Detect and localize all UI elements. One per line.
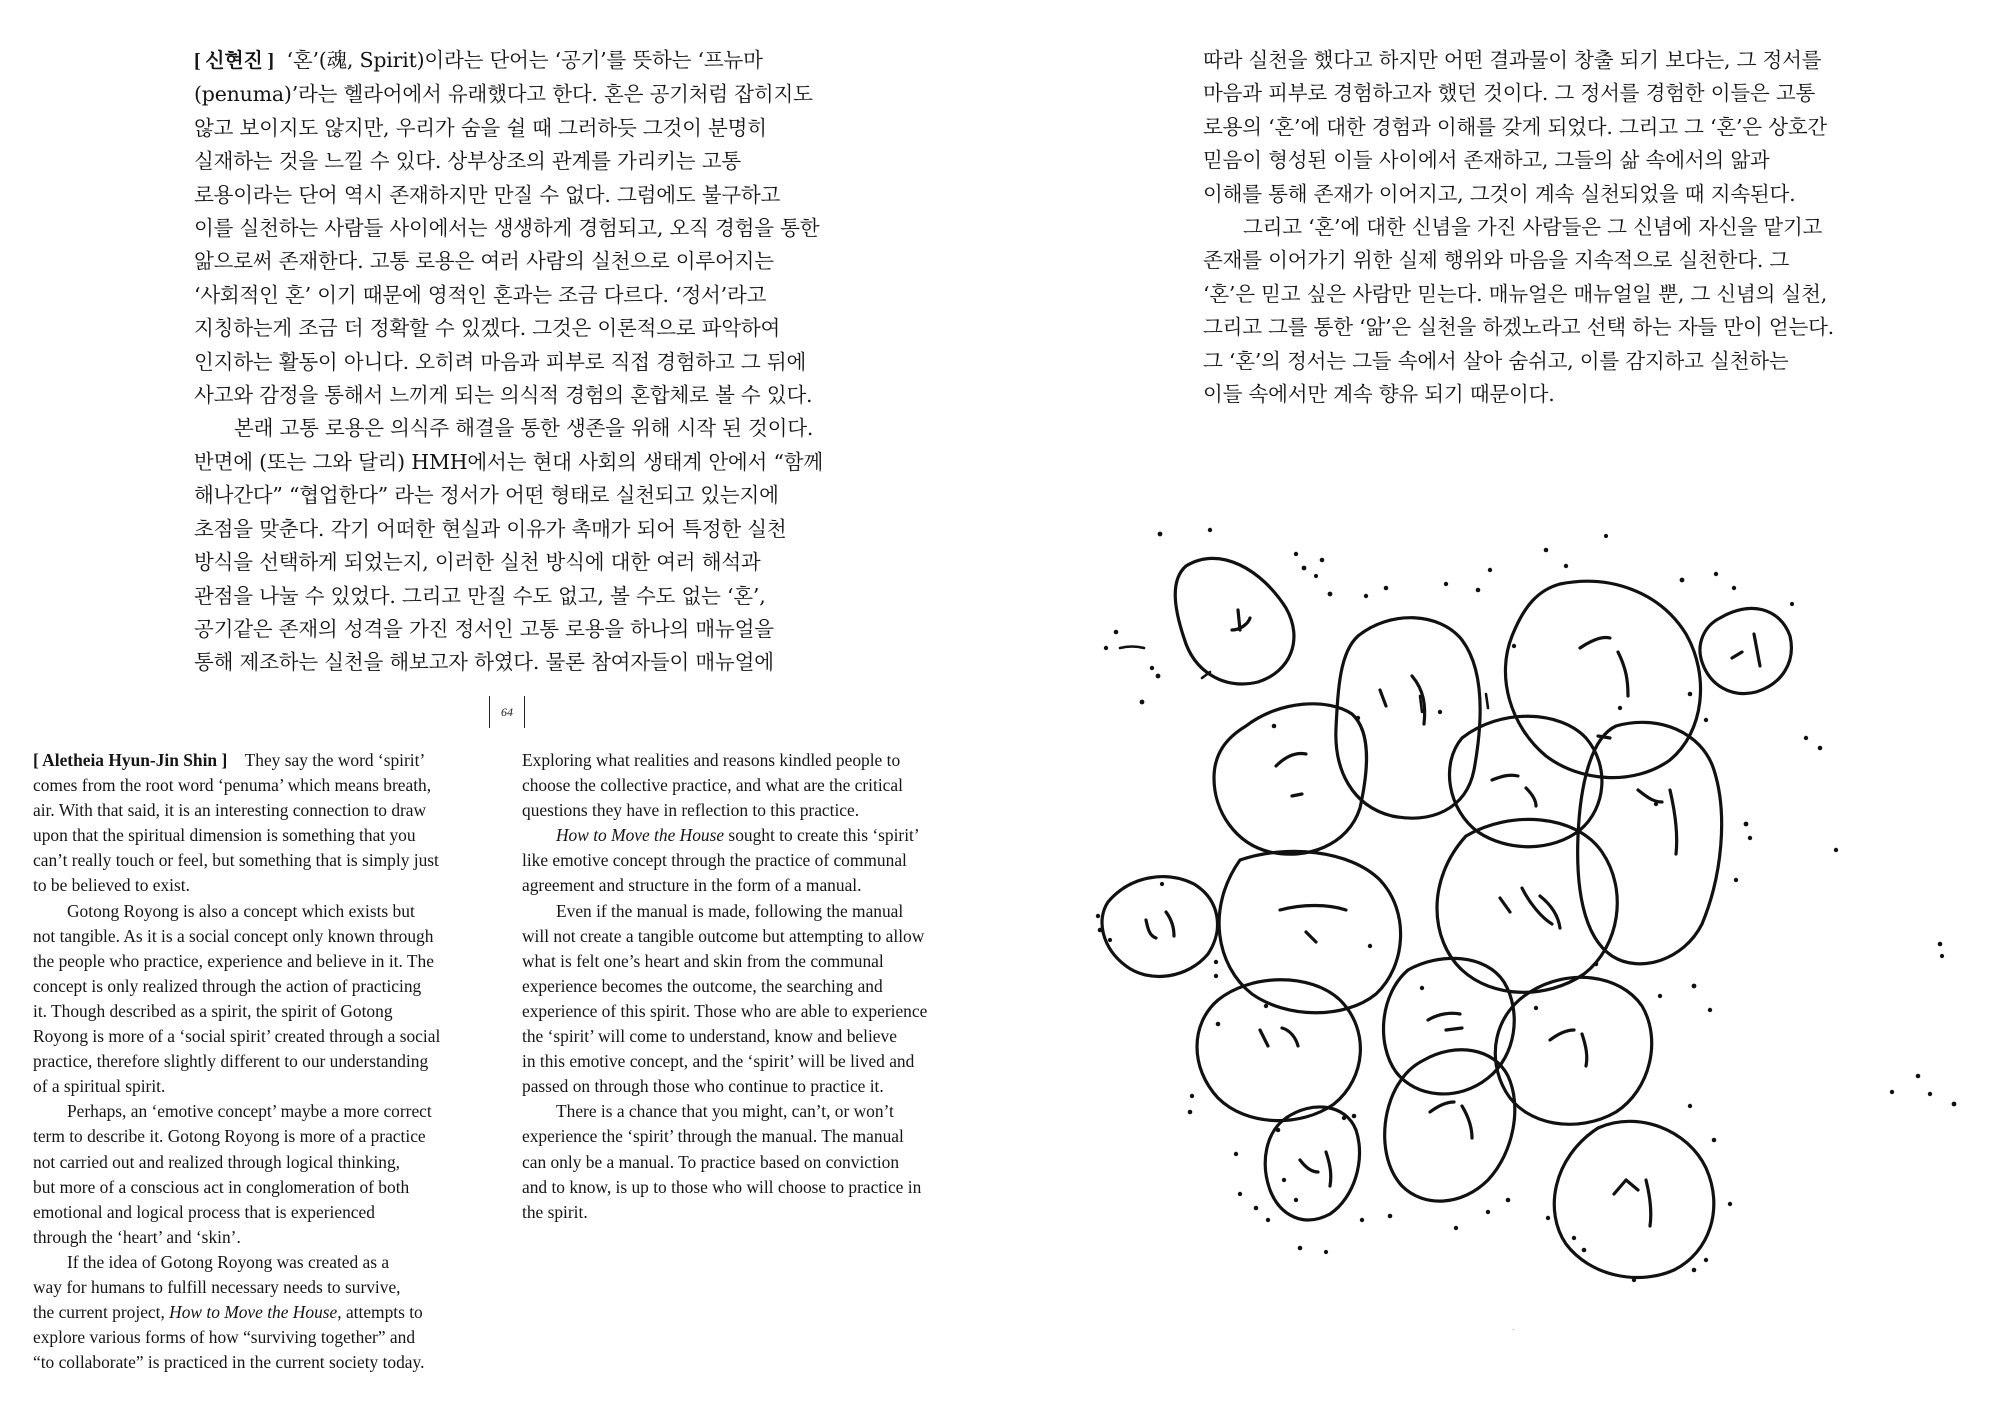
- face-bottom-right: [1554, 1121, 1714, 1277]
- face-lower-center-left: [1197, 980, 1360, 1121]
- text-line: 그리고 ‘혼’에 대한 신념을 가진 사람들은 그 신념에 자신을 맡기고: [1243, 215, 1823, 240]
- text-line: choose the collective practice, and what are the critical: [522, 775, 903, 796]
- text-line: explore various forms of how “surviving together” and: [33, 1327, 416, 1348]
- text-line: Perhaps, an ‘emotive concept’ maybe a more correct: [67, 1101, 432, 1122]
- text-line: 앎으로써 존재한다. 고통 로용은 여러 사람의 실천으로 이루어지는: [194, 249, 774, 274]
- face-bottom-left-small: [1265, 1107, 1359, 1220]
- text-line: 않고 보이지도 않지만, 우리가 숨을 쉴 때 그러하듯 그것이 분명히: [194, 115, 767, 140]
- text-line: 이들 속에서만 계속 향유 되기 때문이다.: [1203, 382, 1555, 407]
- text-line: Even if the manual is made, following the manual: [556, 900, 904, 921]
- face-top-left-small: [1175, 558, 1294, 684]
- project-title: How to Move the House: [556, 825, 725, 846]
- text-line: [ Aletheia Hyun-Jin Shin ] They say the word ‘spirit’: [33, 750, 426, 770]
- text-line: 그 ‘혼’의 정서는 그들 속에서 살아 숨쉬고, 이를 감지하고 실천하는: [1203, 348, 1789, 373]
- text-line: comes from the root word ‘penuma’ which means breath,: [33, 775, 432, 796]
- faces-illustration: [1090, 500, 1990, 1360]
- scattered-dots: [1096, 528, 1957, 1282]
- text-line: way for humans to fulfill necessary needs to survive,: [33, 1276, 401, 1297]
- text-line: How to Move the House sought to create this ‘spirit’: [556, 825, 920, 846]
- text-line: 로용이라는 단어 역시 존재하지만 만질 수 없다. 그럼에도 불구하고: [194, 182, 781, 207]
- text-line: Exploring what realities and reasons kindled people to: [522, 750, 901, 770]
- text-line: the spirit.: [522, 1201, 588, 1222]
- text-line: experience becomes the outcome, the searching and: [522, 975, 883, 996]
- author-name-english: [ Aletheia Hyun-Jin Shin ]: [33, 750, 228, 770]
- text-line: ‘혼’은 믿고 싶은 사람만 믿는다. 매뉴얼은 매뉴얼일 뿐, 그 신념의 실천,: [1203, 281, 1828, 306]
- text-line: 해나간다” “협업한다” 라는 정서가 어떤 형태로 실천되고 있는지에: [194, 483, 779, 508]
- page-number: 64: [489, 696, 525, 728]
- text-line: concept is only realized through the action of practicing: [33, 975, 422, 996]
- text-line: of a spiritual spirit.: [33, 1076, 166, 1097]
- text-line: 반면에 (또는 그와 달리) HMH에서는 현대 사회의 생태계 안에서 “함께: [194, 449, 823, 474]
- text-line: upon that the spiritual dimension is something that you: [33, 825, 416, 846]
- faint-mark: .: [1512, 1322, 1515, 1332]
- face-lower-center: [1384, 958, 1515, 1094]
- text-line: 공기같은 존재의 성격을 가진 정서인 고통 로용을 하나의 매뉴얼을: [194, 616, 774, 641]
- text-line: will not create a tangible outcome but attempting to allow: [522, 925, 925, 946]
- text-line: If the idea of Gotong Royong was created as a: [67, 1251, 390, 1272]
- text-line: 로용의 ‘혼’에 대한 경험과 이해를 갖게 되었다. 그리고 그 ‘혼’은 상호간: [1203, 114, 1828, 139]
- text-line: to be believed to exist.: [33, 875, 190, 896]
- english-text-column-2: [522, 748, 992, 1225]
- text-line: 관점을 나눌 수 있었다. 그리고 만질 수도 없고, 볼 수도 없는 ‘혼’,: [194, 583, 766, 608]
- text-line: experience the ‘spirit’ through the manual. The manual: [522, 1126, 904, 1147]
- text-line: 존재를 이어가기 위한 실제 행위와 마음을 지속적으로 실천한다. 그: [1203, 248, 1790, 273]
- text-line: 이를 실천하는 사람들 사이에서는 생생하게 경험되고, 오직 경험을 통한: [194, 216, 820, 241]
- text-line: can’t really touch or feel, but something that is simply just: [33, 850, 439, 871]
- text-line: passed on through those who continue to practice it.: [522, 1076, 884, 1097]
- text-line: ‘사회적인 혼’ 이기 때문에 영적인 혼과는 조금 다르다. ‘정서’라고: [194, 282, 767, 307]
- text-line: 그리고 그를 통한 ‘앎’은 실천을 하겠노라고 선택 하는 자들 만이 얻는다.: [1203, 315, 1834, 340]
- face-left-small: [1102, 877, 1217, 977]
- text-line: 지칭하는게 조금 더 정확할 수 있겠다. 그것은 이론적으로 파악하여: [194, 316, 781, 341]
- text-line: what is felt one’s heart and skin from the communal: [522, 950, 884, 971]
- korean-text-left: [194, 44, 844, 680]
- author-name-korean: [ 신현진 ]: [194, 50, 274, 72]
- text-line: 실재하는 것을 느낄 수 있다. 상부상조의 관계를 가리키는 고통: [194, 149, 741, 174]
- face-lower-left: [1219, 851, 1400, 1012]
- text-line: 사고와 감정을 통해서 느끼게 되는 의식적 경험의 혼합체로 볼 수 있다.: [194, 383, 813, 408]
- text-line: (penuma)’라는 헬라어에서 유래했다고 한다. 혼은 공기처럼 잡히지도: [194, 82, 813, 107]
- text-line: Gotong Royong is also a concept which exists but: [67, 900, 415, 921]
- english-text-column-1: [33, 748, 503, 1375]
- text-line: [ 신현진 ] ‘혼’(魂, Spirit)이라는 단어는 ‘공기’를 뜻하는 ‘프뉴마: [194, 48, 763, 72]
- text-line: questions they have in reflection to this practice.: [522, 800, 860, 821]
- text-line: “to collaborate” is practiced in the current society today.: [33, 1352, 425, 1373]
- text-line: experience of this spirit. Those who are able to experience: [522, 1000, 928, 1021]
- text-line: There is a chance that you might, can’t, or won’t: [556, 1101, 894, 1122]
- text-line: like emotive concept through the practice of communal: [522, 850, 907, 871]
- text-line: 마음과 피부로 경험하고자 했던 것이다. 그 정서를 경험한 이들은 고통: [1203, 81, 1816, 106]
- text-line: the current project, How to Move the House, attempts to: [33, 1302, 423, 1323]
- project-title: How to Move the House: [169, 1302, 338, 1323]
- text-line: and to know, is up to those who will choose to practice in: [522, 1176, 922, 1197]
- text-line: the ‘spirit’ will come to understand, know and believe: [522, 1026, 897, 1047]
- korean-text-right: [1203, 44, 1863, 411]
- text-line: not carried out and realized through logical thinking,: [33, 1151, 401, 1172]
- text-line: agreement and structure in the form of a manual.: [522, 875, 862, 896]
- text-line: in this emotive concept, and the ‘spirit’ will be lived and: [522, 1051, 915, 1072]
- text-line: air. With that said, it is an interesting connection to draw: [33, 800, 427, 821]
- text-line: the people who practice, experience and believe in it. The: [33, 950, 434, 971]
- text-line: 초점을 맞춘다. 각기 어떠한 현실과 이유가 촉매가 되어 특정한 실천: [194, 516, 787, 541]
- text-line: 방식을 선택하게 되었는지, 이러한 실천 방식에 대한 여러 해석과: [194, 550, 761, 575]
- text-line: through the ‘heart’ and ‘skin’.: [33, 1226, 241, 1247]
- text-line: emotional and logical process that is experienced: [33, 1201, 375, 1222]
- text-line: it. Though described as a spirit, the spirit of Gotong: [33, 1000, 393, 1021]
- text-line: Royong is more of a ‘social spirit’ created through a social: [33, 1026, 441, 1047]
- text-line: 따라 실천을 했다고 하지만 어떤 결과물이 창출 되기 보다는, 그 정서를: [1203, 48, 1822, 72]
- face-lower-right: [1495, 977, 1651, 1124]
- text-line: not tangible. As it is a social concept only known through: [33, 925, 434, 946]
- text-line: 통해 제조하는 실천을 해보고자 하였다. 물론 참여자들이 매뉴얼에: [194, 650, 774, 675]
- text-line: 이해를 통해 존재가 이어지고, 그것이 계속 실천되었을 때 지속된다.: [1203, 181, 1796, 206]
- text-line: term to describe it. Gotong Royong is more of a practice: [33, 1126, 426, 1147]
- face-far-right-small: [1700, 608, 1791, 693]
- text-line: can only be a manual. To practice based on conviction: [522, 1151, 900, 1172]
- scattered-marks: [1120, 647, 1488, 713]
- text-line: 인지하는 활동이 아니다. 오히려 마음과 피부로 직접 경험하고 그 뒤에: [194, 349, 807, 374]
- face-top-right: [1505, 581, 1700, 777]
- text-line: practice, therefore slightly different to our understanding: [33, 1051, 429, 1072]
- text-line: but more of a conscious act in conglomeration of both: [33, 1176, 410, 1197]
- face-middle-left: [1214, 704, 1367, 854]
- text-line: 믿음이 형성된 이들 사이에서 존재하고, 그들의 삶 속에서의 앎과: [1203, 148, 1770, 173]
- text-line: 본래 고통 로용은 의식주 해결을 통한 생존을 위해 시작 된 것이다.: [234, 416, 814, 441]
